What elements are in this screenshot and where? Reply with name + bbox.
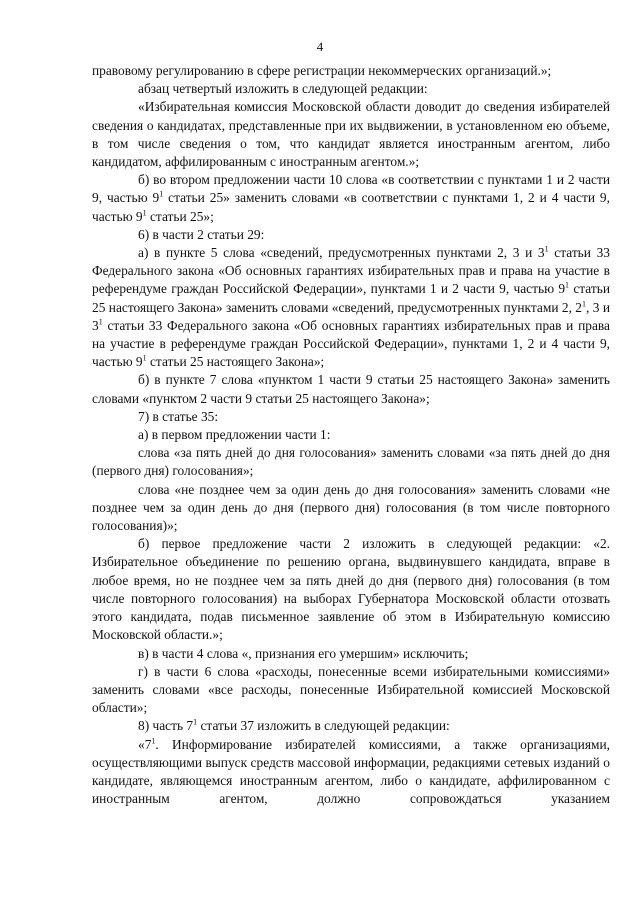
- paragraph: правовому регулированию в сфере регистрации некоммерческих организаций.»;: [92, 63, 552, 78]
- paragraph: «Избирательная комиссия Московской области доводит до сведения избирателей сведения о кандидатах, представленные при их выдвижении, в установленном ею объеме, в том числе сведения о том, что кандидат является иностранным агентом, либо кандидатом, аффилированным с иностранным агентом.»;: [92, 99, 610, 170]
- paragraph: 7) в статье 35:: [138, 408, 219, 424]
- paragraph: г) в части 6 слова «расходы, понесенные всеми избирательными комиссиями» заменить словами «все расходы, понесенные Избирательной комиссией Московской области»;: [92, 663, 610, 716]
- paragraph: слова «за пять дней до дня голосования» заменить словами «за пять дней до дня (первого дня) голосования»;: [92, 445, 610, 479]
- page-number: 4: [316, 39, 324, 54]
- paragraph: 6) в части 2 статьи 29:: [138, 226, 265, 242]
- paragraph: а) в первом предложении части 1:: [138, 427, 331, 443]
- paragraph: а) в пункте 5 слова «сведений, предусмотренных пунктами 2, 3 и $3^1$ статьи 33 Федерального закона «Об основных гарантиях избирательных прав и права на участие в референдуме граждан Российской Федерации», пунктами 1 и 2 части 9, частью $9^1$ статьи 25 настоящего Закона» заменить словами «сведений, предусмотренных пунктами 2, $2^1$, 3 и $3^1$ статьи 33 Федерального закона «Об основных гарантиях избирательных прав и права на участие в референдуме граждан Российской Федерации», пунктами 1, 2 и 4 части 9, частью $9^1$ статьи 25 настоящего Закона»;: [92, 244, 611, 370]
- paragraph: абзац четвертый изложить в следующей редакции:: [138, 81, 428, 97]
- paragraph: б) в пункте 7 слова «пунктом 1 части 9 статьи 25 настоящего Закона» заменить словами «пунктом 2 части 9 статьи 25 настоящего Закона»;: [92, 372, 610, 406]
- paragraph: б) первое предложение части 2 изложить в следующей редакции: «2. Избирательное объединение по решению органа, выдвинувшего кандидата, вправе в любое время, но не позднее чем за пять дней до дня (первого дня) голосования (в том числе повторного голосования) на выборах Губернатора Московской области отозвать этого кандидата, подав письменное заявление об этом в Избирательную комиссию Московской области.»;: [92, 536, 610, 643]
- paragraph: в) в части 4 слова «, признания его умершим» исключить;: [138, 645, 469, 661]
- paragraph: б) во втором предложении части 10 слова «в соответствии с пунктами 1 и 2 части 9, частью $9^1$ статьи 25» заменить словами «в соответствии с пунктами 1, 2 и 4 части 9, частью $9^1$ статьи 25»;: [92, 172, 610, 224]
- paragraph: 8) часть $7^1$ статьи 37 изложить в следующей редакции:: [138, 717, 450, 734]
- document-body: [92, 62, 610, 808]
- paragraph: слова «не позднее чем за один день до дня голосования» заменить словами «не позднее чем за один день до дня (первого дня) голосования (в том числе повторного голосования)»;: [92, 481, 610, 534]
- paragraph: «$7^1$. Информирование избирателей комиссиями, а также организациями, осуществляющими выпуск средств массовой информации, редакциями сетевых изданий о кандидате, являющемся иностранным агентом, либо о кандидате, аффилированном с иностранным агентом, должно сопровождаться указанием: [92, 736, 610, 807]
